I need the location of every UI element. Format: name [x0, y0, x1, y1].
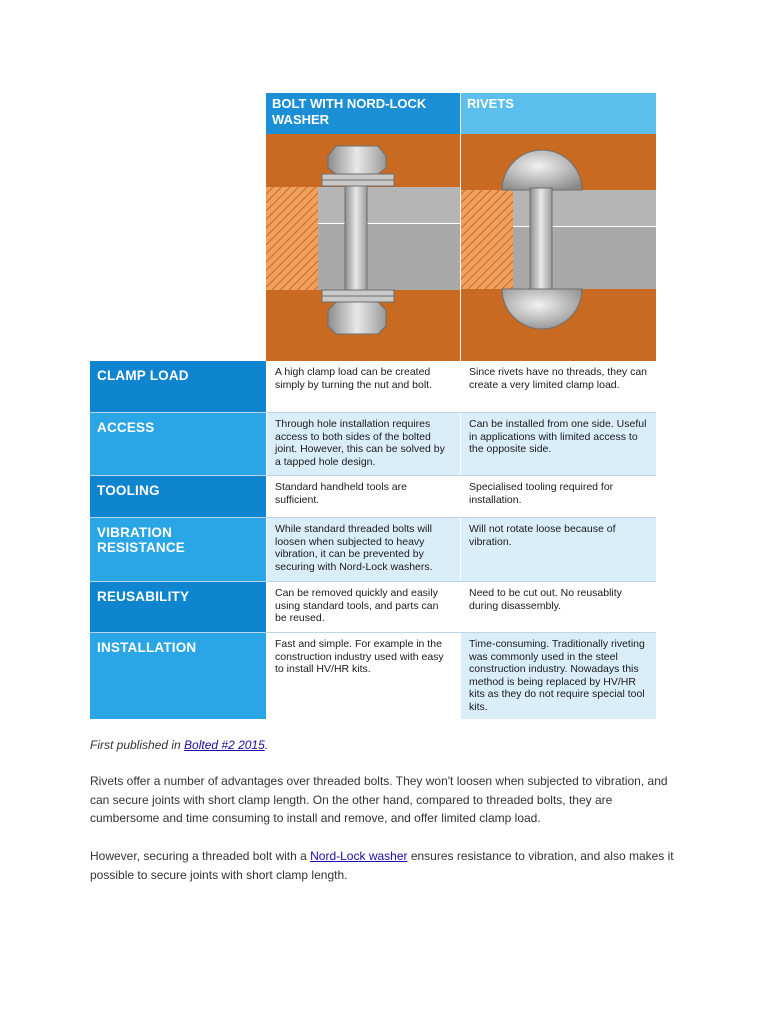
- bolt-cell: Can be removed quickly and easily using standard tools, and parts can be reused.: [267, 582, 460, 633]
- paragraph-rivets: Rivets offer a number of advantages over threaded bolts. They won't loosen when subjected to vibration, and can secure joints with short clamp length. On the other hand, compared to threaded bolts, they are cumbersome and time consuming to install and remove, and offer limited clamp load.: [90, 774, 668, 825]
- row-label: TOOLING: [90, 476, 266, 518]
- rivet-shank: [530, 188, 552, 291]
- header-rivets: RIVETS: [461, 93, 656, 134]
- paragraph-suffix: ensures resistance to vibration, and also makes it possible to secure joints with short clamp length.: [90, 849, 674, 882]
- rivet-cell: Since rivets have no threads, they can create a very limited clamp load.: [461, 361, 656, 412]
- row-vibration-resistance: [90, 517, 656, 582]
- rivet-cell: Need to be cut out. No reusablity during disassembly.: [461, 582, 656, 633]
- bolt-cell: Through hole installation requires access to both sides of the bolted joint. However, this can be solved by a tapped hole design.: [267, 413, 460, 476]
- row-label: INSTALLATION: [90, 633, 266, 719]
- row-label: REUSABILITY: [90, 582, 266, 633]
- row-label: ACCESS: [90, 413, 266, 476]
- bolt-nut: [328, 302, 386, 334]
- caption-suffix: .: [264, 738, 269, 752]
- bolt-cell: A high clamp load can be created simply by turning the nut and bolt.: [267, 361, 460, 412]
- nord-lock-washer-link[interactable]: Nord-Lock washer: [310, 849, 408, 863]
- row-label: CLAMP LOAD: [90, 361, 266, 412]
- rivet-cell: Time-consuming. Traditionally riveting was commonly used in the steel construction industry. Nowadays this method is being replaced by HV/HR kits as they do not require special tool kits.: [461, 633, 656, 719]
- bolt-cell: Fast and simple. For example in the construction industry used with easy to install HV/HR kits.: [267, 633, 460, 719]
- caption: [90, 738, 268, 752]
- rivet-cell: Will not rotate loose because of vibration.: [461, 518, 656, 582]
- row-tooling: [90, 475, 656, 518]
- bolted-link[interactable]: Bolted #2 2015: [184, 738, 265, 752]
- paragraph-prefix: However, securing a threaded bolt with a: [90, 849, 311, 863]
- rivet-cell: Specialised tooling required for installation.: [461, 476, 656, 518]
- bolt-cell: Standard handheld tools are sufficient.: [267, 476, 460, 518]
- row-reusability: [90, 581, 656, 633]
- row-label: VIBRATION RESISTANCE: [90, 518, 266, 582]
- caption-prefix: First published in: [90, 738, 185, 752]
- header-bolt: BOLT WITH NORD-LOCK WASHER: [266, 93, 460, 134]
- bolt-vs-rivet-illustration: [266, 134, 656, 361]
- paragraph-nord-lock: [90, 847, 680, 884]
- bolt-head: [328, 146, 386, 174]
- comparison-infographic: [90, 93, 656, 718]
- row-access: [90, 412, 656, 476]
- row-installation: [90, 632, 656, 719]
- row-clamp-load: [90, 361, 656, 412]
- rivet-cell: Can be installed from one side. Useful in applications with limited access to the opposite side.: [461, 413, 656, 476]
- bolt-cell: While standard threaded bolts will loosen when subjected to heavy vibration, it can be prevented by securing with Nord-Lock washers.: [267, 518, 460, 582]
